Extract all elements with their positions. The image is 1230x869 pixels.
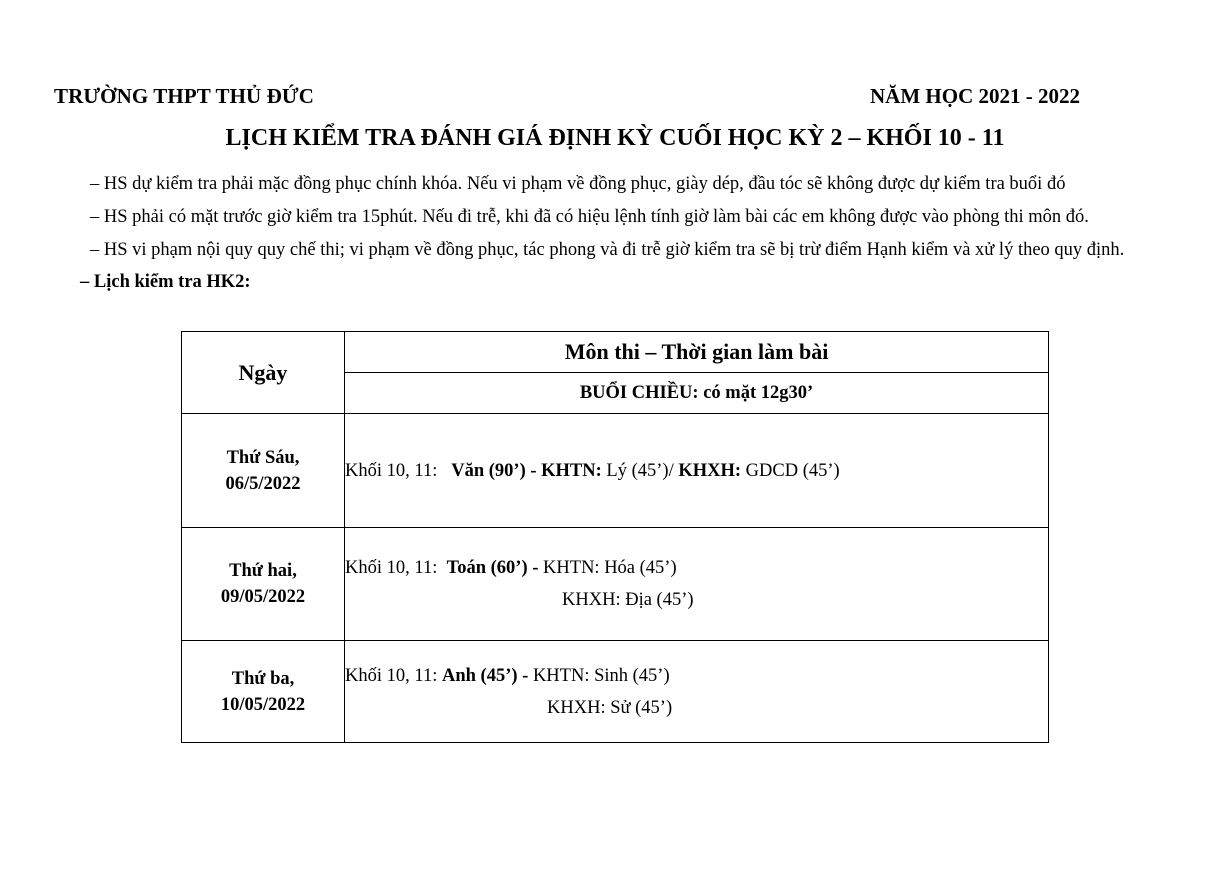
exam-subjects-cell bbox=[345, 641, 1049, 743]
exam-subjects-cell bbox=[345, 414, 1049, 528]
khtn-subject: Lý (45’)/ bbox=[606, 460, 674, 481]
rules-list bbox=[80, 172, 1160, 294]
school-name: TRƯỜNG THPT THỦ ĐỨC bbox=[54, 84, 314, 108]
day-name: Thứ Sáu, bbox=[226, 447, 300, 468]
rule-violation: – HS vi phạm nội quy quy chế thi; vi phạm về đồng phục, tác phong và đi trễ giờ kiểm tra sẽ bị trừ điểm Hạnh kiểm và xử lý theo quy định. bbox=[90, 240, 1125, 260]
schedule-heading: – Lịch kiểm tra HK2: bbox=[80, 272, 251, 292]
khtn-label: KHTN: bbox=[541, 460, 602, 481]
page-title: LỊCH KIỂM TRA ĐÁNH GIÁ ĐỊNH KỲ CUỐI HỌC KỲ 2 – KHỐI 10 - 11 bbox=[225, 125, 1005, 151]
rule-arrival: – HS phải có mặt trước giờ kiểm tra 15phút. Nếu đi trễ, khi đã có hiệu lệnh tính giờ làm bài các em không được vào phòng thi môn đó. bbox=[90, 207, 1089, 227]
main-subject: Anh (45’) - bbox=[441, 665, 529, 686]
school-year: NĂM HỌC 2021 - 2022 bbox=[870, 84, 1080, 108]
column-header-day: Ngày bbox=[182, 332, 345, 414]
khtn-subject: KHTN: Hóa (45’) bbox=[543, 558, 677, 578]
khtn-subject: KHTN: Sinh (45’) bbox=[532, 665, 670, 686]
khxh-subject: KHXH: Sử (45’) bbox=[547, 697, 673, 718]
grade-label: Khối 10, 11: bbox=[345, 665, 438, 686]
table-row bbox=[182, 528, 1049, 641]
exam-subjects-cell bbox=[345, 528, 1049, 641]
exam-schedule-table bbox=[181, 331, 1049, 743]
table-row bbox=[182, 641, 1049, 743]
column-header-subjects: Môn thi – Thời gian làm bài bbox=[345, 332, 1049, 373]
table-row bbox=[182, 414, 1049, 528]
exam-date: 10/05/2022 bbox=[220, 694, 306, 715]
khxh-label: KHXH: bbox=[678, 460, 742, 481]
day-name: Thứ hai, bbox=[229, 561, 297, 581]
day-name: Thứ ba, bbox=[231, 668, 295, 689]
exam-date: 09/05/2022 bbox=[220, 587, 306, 607]
khxh-subject: KHXH: Địa (45’) bbox=[562, 590, 694, 610]
day-cell bbox=[182, 528, 345, 641]
main-subject: Toán (60’) - bbox=[446, 558, 539, 578]
grade-label: Khối 10, 11: bbox=[345, 558, 438, 578]
exam-date: 06/5/2022 bbox=[225, 473, 301, 494]
day-cell bbox=[182, 414, 345, 528]
rule-uniform: – HS dự kiểm tra phải mặc đồng phục chính khóa. Nếu vi phạm về đồng phục, giày dép, đầu tóc sẽ không được dự kiểm tra buổi đó bbox=[90, 174, 1066, 194]
khxh-subject: GDCD (45’) bbox=[745, 460, 840, 481]
grade-label: Khối 10, 11: bbox=[345, 460, 438, 481]
day-cell bbox=[182, 641, 345, 743]
session-label: BUỔI CHIỀU: có mặt 12g30’ bbox=[345, 373, 1049, 414]
main-subject: Văn (90’) - bbox=[451, 460, 537, 481]
